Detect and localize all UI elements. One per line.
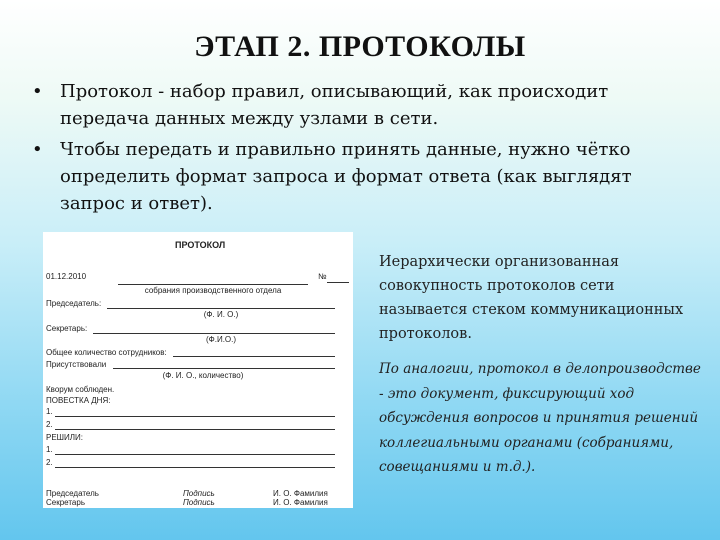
- document-agenda: ПОВЕСТКА ДНЯ:: [46, 396, 111, 405]
- secretary-line: [93, 333, 335, 334]
- agenda-line: [55, 429, 335, 430]
- document-heading: ПРОТОКОЛ: [175, 240, 226, 250]
- document-quorum: Кворум соблюден.: [46, 385, 115, 394]
- bullet-marker: •: [32, 81, 43, 102]
- document-sign-secretary: Секретарь: [46, 498, 85, 507]
- staff-line: [173, 356, 335, 357]
- document-item: 2.: [46, 420, 53, 429]
- document-item: 1.: [46, 445, 53, 454]
- document-sign-chair: Председатель: [46, 489, 99, 498]
- bullet-item: [30, 136, 690, 217]
- decision-line: [55, 467, 335, 468]
- document-decided: РЕШИЛИ:: [46, 433, 83, 442]
- chairman-line: [107, 308, 335, 309]
- document-present: Присутствовали: [46, 360, 107, 369]
- present-line: [113, 368, 335, 369]
- decision-line: [55, 454, 335, 455]
- protocol-document-image: [43, 232, 353, 508]
- document-number-sign: №: [318, 272, 327, 281]
- agenda-line: [55, 416, 335, 417]
- bullet-text: Протокол - набор правил, описывающий, как происходит передача данных между узлами в сети.: [60, 81, 609, 129]
- document-chairman: Председатель:: [46, 299, 102, 308]
- stack-definition-text: Иерархически организованная совокупность протоколов сети называется стеком коммуникационных протоколов.: [379, 254, 684, 342]
- document-fio1: (Ф. И. О.): [203, 310, 239, 319]
- document-meeting: собрания производственного отдела: [144, 286, 282, 295]
- bullet-marker: •: [32, 139, 43, 160]
- page-title: ЭТАП 2. ПРОТОКОЛЫ: [194, 30, 526, 63]
- document-name: И. О. Фамилия: [273, 489, 328, 498]
- meeting-line: [118, 284, 308, 285]
- document-total-staff: Общее количество сотрудников:: [46, 348, 167, 357]
- document-signature: Подпись: [183, 489, 215, 498]
- document-fio2: (Ф.И.О.): [205, 335, 237, 344]
- document-item: 1.: [46, 407, 53, 416]
- document-secretary: Секретарь:: [46, 324, 88, 333]
- office-analogy-text: По аналогии, протокол в делопроизводстве - это документ, фиксирующий ход обсуждения вопросов и принятия решений коллегиальными органами (собраниями, совещаниями и т.д.).: [379, 361, 701, 475]
- document-name: И. О. Фамилия: [273, 498, 328, 507]
- bullet-text: Чтобы передать и правильно принять данные, нужно чётко определить формат запроса и формат ответа (как выглядят запрос и ответ).: [60, 139, 632, 214]
- document-item: 2.: [46, 458, 53, 467]
- document-fio-count: (Ф. И. О., количество): [162, 371, 244, 380]
- bullet-item: [30, 78, 690, 132]
- bullet-list: [30, 78, 690, 221]
- number-line: [327, 282, 349, 283]
- document-date: 01.12.2010: [46, 272, 87, 281]
- document-signature: Подпись: [183, 498, 215, 507]
